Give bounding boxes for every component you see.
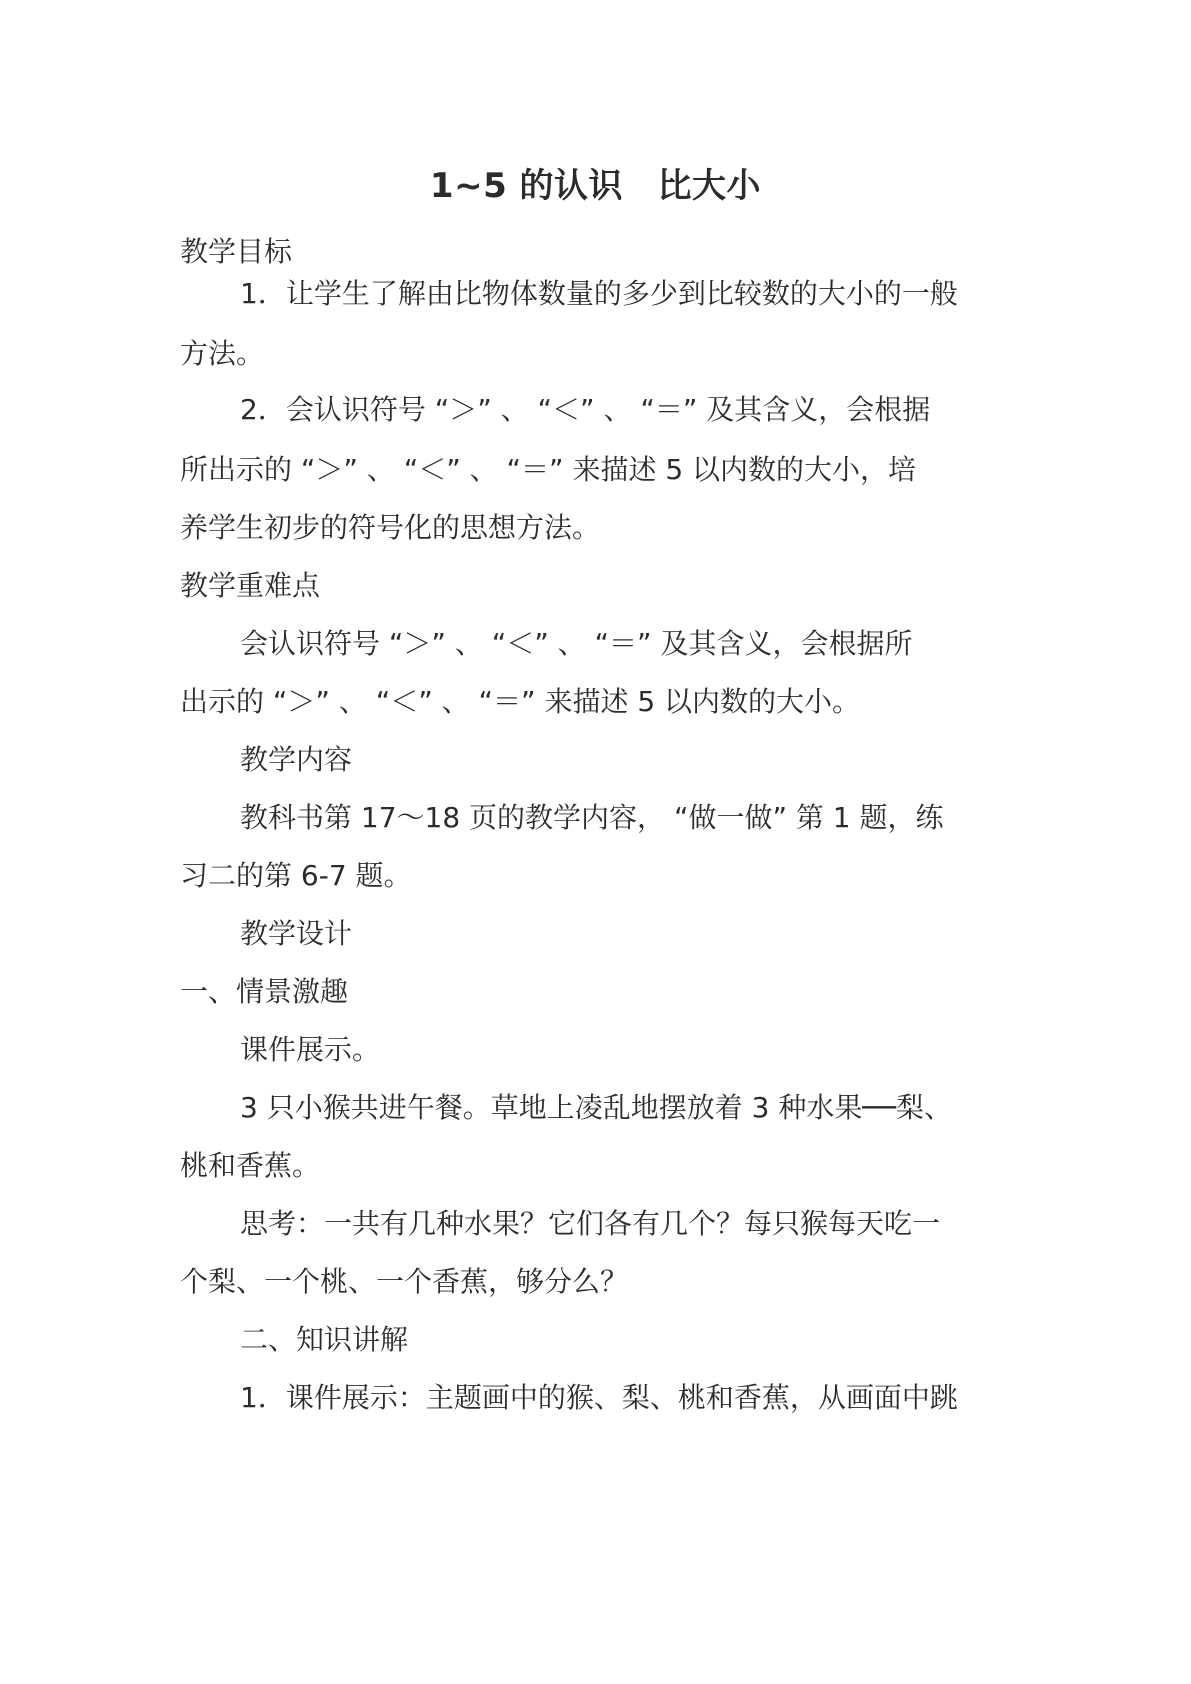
paragraph-line: 所出示的 “＞” 、 “＜” 、 “＝” 来描述 5 以内数的大小，培 [180, 453, 917, 486]
paragraph-line: 2．会认识符号 “＞” 、 “＜” 、 “＝” 及其含义，会根据 [240, 393, 931, 426]
section-heading-design: 教学设计 [240, 917, 353, 950]
paragraph-line: 个梨、一个桃、一个香蕉，够分么？ [180, 1265, 629, 1298]
paragraph-line: 1．让学生了解由比物体数量的多少到比较数的大小的一般 [240, 277, 958, 310]
paragraph-line: 会认识符号 “＞” 、 “＜” 、 “＝” 及其含义，会根据所 [240, 627, 913, 660]
paragraph-line: 方法。 [180, 337, 265, 370]
paragraph-line: 思考：一共有几种水果？它们各有几个？每只猴每天吃一 [240, 1207, 941, 1240]
paragraph-line: 出示的 “＞” 、 “＜” 、 “＝” 来描述 5 以内数的大小。 [180, 685, 861, 718]
section-heading-content: 教学内容 [240, 743, 353, 776]
paragraph-line: 习二的第 6-7 题。 [180, 859, 412, 892]
document-title: 1~5 的认识 比大小 [429, 166, 762, 206]
paragraph-line: 课件展示。 [240, 1033, 381, 1066]
section-heading-part-two: 二、知识讲解 [240, 1323, 409, 1356]
section-heading-objectives: 教学目标 [180, 235, 293, 268]
paragraph-line: 3 只小猴共进午餐。草地上凌乱地摆放着 3 种水果──梨、 [240, 1091, 953, 1124]
paragraph-line: 桃和香蕉。 [180, 1149, 321, 1182]
section-heading-key-points: 教学重难点 [180, 569, 321, 602]
section-heading-part-one: 一、情景激趣 [180, 975, 349, 1008]
paragraph-line: 1．课件展示：主题画中的猴、梨、桃和香蕉，从画面中跳 [240, 1381, 958, 1414]
paragraph-line: 教科书第 17～18 页的教学内容， “做一做” 第 1 题，练 [240, 801, 944, 834]
paragraph-line: 养学生初步的符号化的思想方法。 [180, 511, 601, 544]
